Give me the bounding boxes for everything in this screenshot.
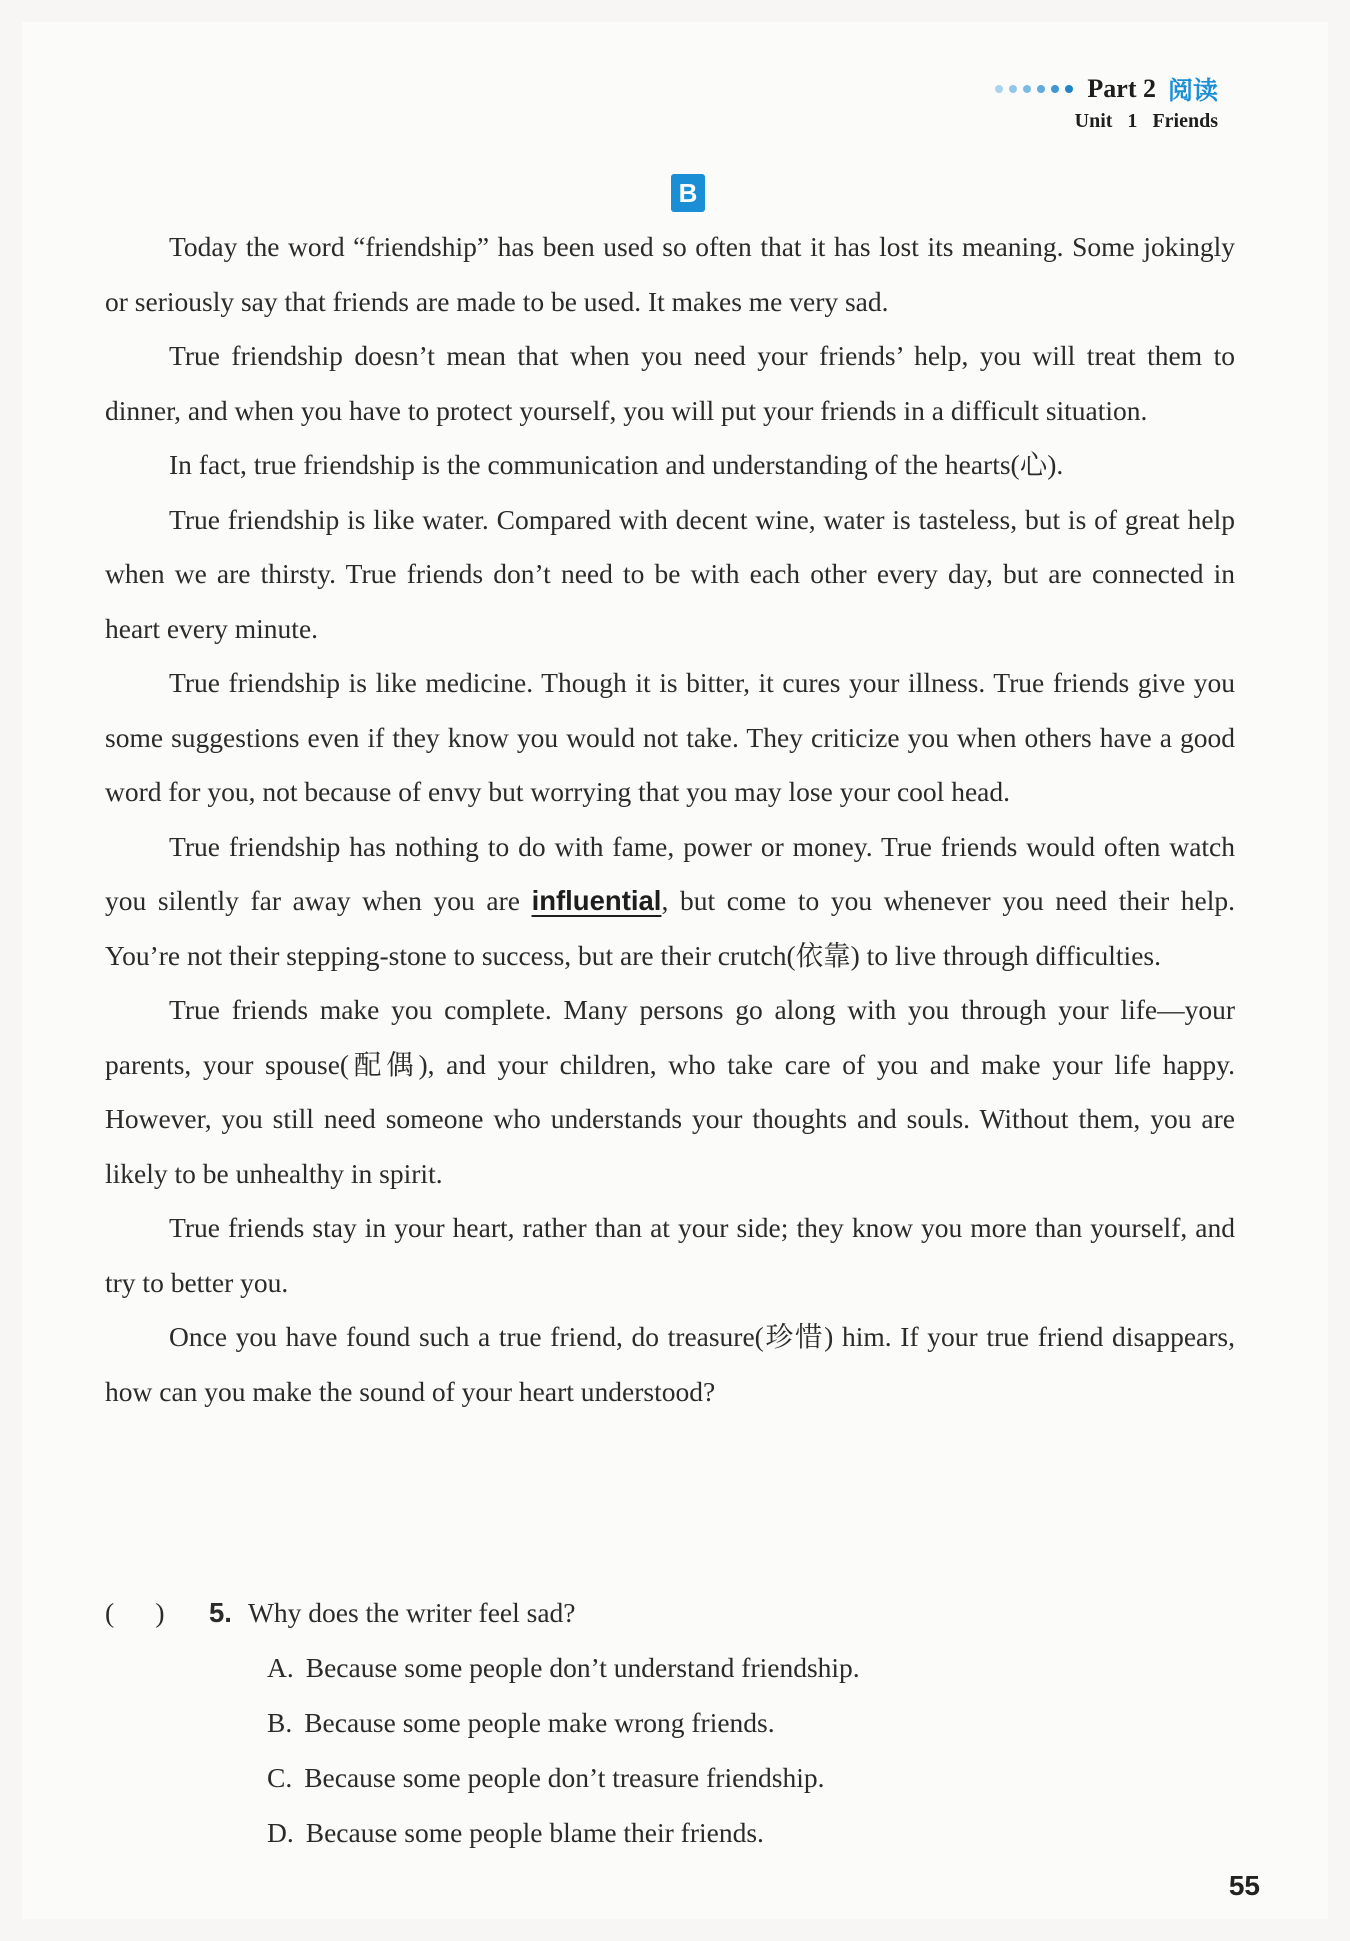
unit-line bbox=[995, 110, 1218, 133]
question-stem bbox=[105, 1585, 1235, 1640]
dot bbox=[1037, 85, 1045, 93]
option-letter: C. bbox=[267, 1762, 293, 1793]
option-d bbox=[267, 1805, 1235, 1860]
dot bbox=[1009, 85, 1017, 93]
dot bbox=[1051, 85, 1059, 93]
option-text: Because some people blame their friends. bbox=[305, 1817, 764, 1848]
reading-passage bbox=[105, 220, 1235, 1419]
decorative-dots-icon bbox=[995, 85, 1073, 93]
option-text: Because some people don’t understand friendship. bbox=[305, 1652, 860, 1683]
unit-title: Friends bbox=[1152, 110, 1218, 132]
paragraph-3: In fact, true friendship is the communication and understanding of the hearts(心). bbox=[169, 449, 1064, 480]
answer-blank[interactable]: ( ) bbox=[105, 1597, 165, 1628]
question-text: Why does the writer feel sad? bbox=[247, 1597, 576, 1628]
unit-label: Unit 1 bbox=[1074, 110, 1138, 132]
paragraph-8: True friends stay in your heart, rather than at your side; they know you more than yourself, and try to better you. bbox=[105, 1212, 1235, 1298]
answer-options bbox=[267, 1640, 1235, 1860]
paragraph-5: True friendship is like medicine. Though it is bitter, it cures your illness. True friends give you some suggestions even if they know you would not take. They criticize you when others have a good word for you, not because of envy but worrying that you may lose your cool head. bbox=[105, 667, 1235, 807]
question-number: 5. bbox=[209, 1597, 232, 1628]
option-letter: B. bbox=[267, 1707, 293, 1738]
option-text: Because some people make wrong friends. bbox=[304, 1707, 775, 1738]
paragraph-7: True friends make you complete. Many persons go along with you through your life—your parents, your spouse(配偶), and your children, who take care of you and make your life happy. However, you still need someone who understands your thoughts and souls. Without them, you are likely to be unhealthy in spirit. bbox=[105, 994, 1235, 1189]
dot bbox=[995, 85, 1003, 93]
part-label: Part 2 bbox=[1087, 74, 1156, 103]
option-letter: A. bbox=[267, 1652, 294, 1683]
paragraph-1: Today the word “friendship” has been used so often that it has lost its meaning. Some jokingly or seriously say that friends are made to be used. It makes me very sad. bbox=[105, 231, 1235, 317]
paragraph-6-text-a: True friendship has nothing to do with fame, power or money. True friends would often watch you silently far away when you are bbox=[105, 830, 1235, 916]
header-part-line bbox=[995, 72, 1218, 106]
paragraph-2: True friendship doesn’t mean that when you need your friends’ help, you will treat them to dinner, and when you have to protect yourself, you will put your friends in a difficult situation. bbox=[105, 340, 1235, 426]
option-c bbox=[267, 1750, 1235, 1805]
dot bbox=[1065, 85, 1073, 93]
question-5 bbox=[105, 1585, 1235, 1860]
paragraph-6-text-b: , but come to you whenever you need their help. You’re not their stepping-stone to success, but are their crutch(依靠) to live through difficulties. bbox=[105, 885, 1235, 971]
page-header bbox=[995, 72, 1218, 133]
paragraph-4: True friendship is like water. Compared with decent wine, water is tasteless, but is of great help when we are thirsty. True friends don’t need to be with each other every day, but are connected in heart every minute. bbox=[105, 503, 1235, 644]
option-b bbox=[267, 1695, 1235, 1750]
page-number: 55 bbox=[1228, 1870, 1260, 1901]
section-badge: B bbox=[671, 174, 705, 212]
option-text: Because some people don’t treasure friendship. bbox=[304, 1762, 825, 1793]
dot bbox=[1023, 85, 1031, 93]
paragraph-6 bbox=[105, 820, 1235, 984]
option-letter: D. bbox=[267, 1817, 294, 1848]
option-a bbox=[267, 1640, 1235, 1695]
section-label-cn: 阅读 bbox=[1167, 76, 1218, 105]
paragraph-9: Once you have found such a true friend, do treasure(珍惜) him. If your true friend disappears, how can you make the sound of your heart understood? bbox=[105, 1321, 1235, 1407]
keyword-influential: influential bbox=[531, 885, 662, 916]
